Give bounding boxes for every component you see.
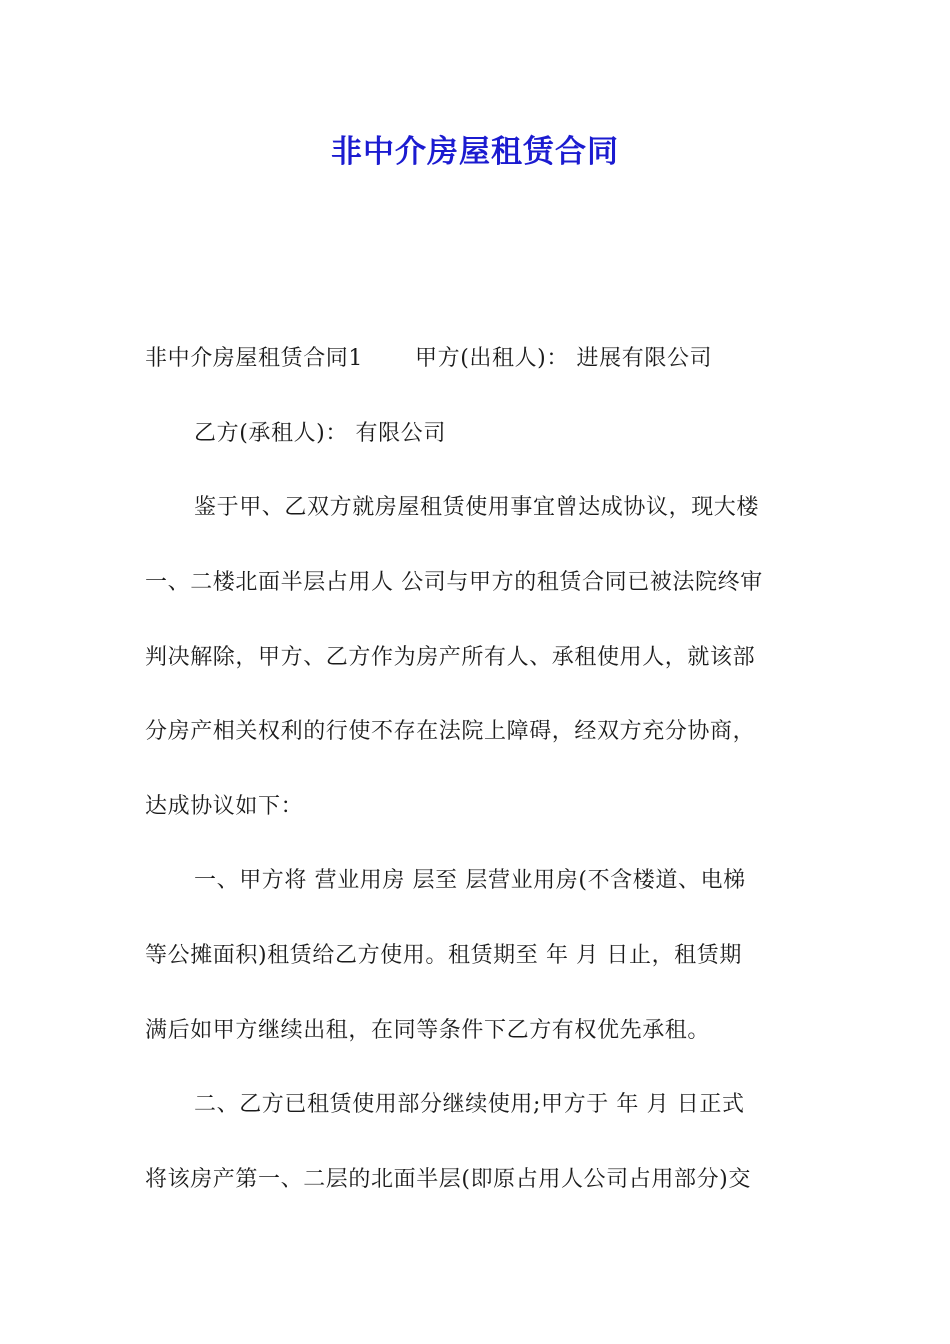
clause-1-line: 一、甲方将 营业用房 层至 层营业用房(不含楼道、电梯 (194, 868, 746, 893)
paragraph-line: 分房产相关权利的行使不存在法院上障碍，经双方充分协商， (145, 719, 756, 744)
paragraph-line: 鉴于甲、乙双方就房屋租赁使用事宜曾达成协议，现大楼 (194, 495, 760, 520)
clause-1-line: 满后如甲方继续出租，在同等条件下乙方有权优先承租。 (145, 1018, 711, 1043)
party-b-line: 乙方(承租人)： 有限公司 (194, 421, 446, 446)
paragraph-line: 一、二楼北面半层占用人 公司与甲方的租赁合同已被法院终审 (145, 570, 763, 595)
clause-1-line: 等公摊面积)租赁给乙方使用。租赁期至 年 月 日止，租赁期 (145, 943, 742, 968)
doc-heading-repeat: 非中介房屋租赁合同1 (145, 346, 363, 371)
party-a-label: 甲方(出租人)： 进展有限公司 (415, 346, 713, 371)
clause-2-line: 二、乙方已租赁使用部分继续使用;甲方于 年 月 日正式 (194, 1092, 745, 1117)
header-line (145, 341, 810, 377)
document-title: 非中介房屋租赁合同 (331, 134, 619, 170)
paragraph-line: 判决解除，甲方、乙方作为房产所有人、承租使用人，就该部 (145, 645, 756, 670)
clause-2-line: 将该房产第一、二层的北面半层(即原占用人公司占用部分)交 (145, 1167, 751, 1192)
paragraph-line: 达成协议如下： (145, 794, 304, 819)
